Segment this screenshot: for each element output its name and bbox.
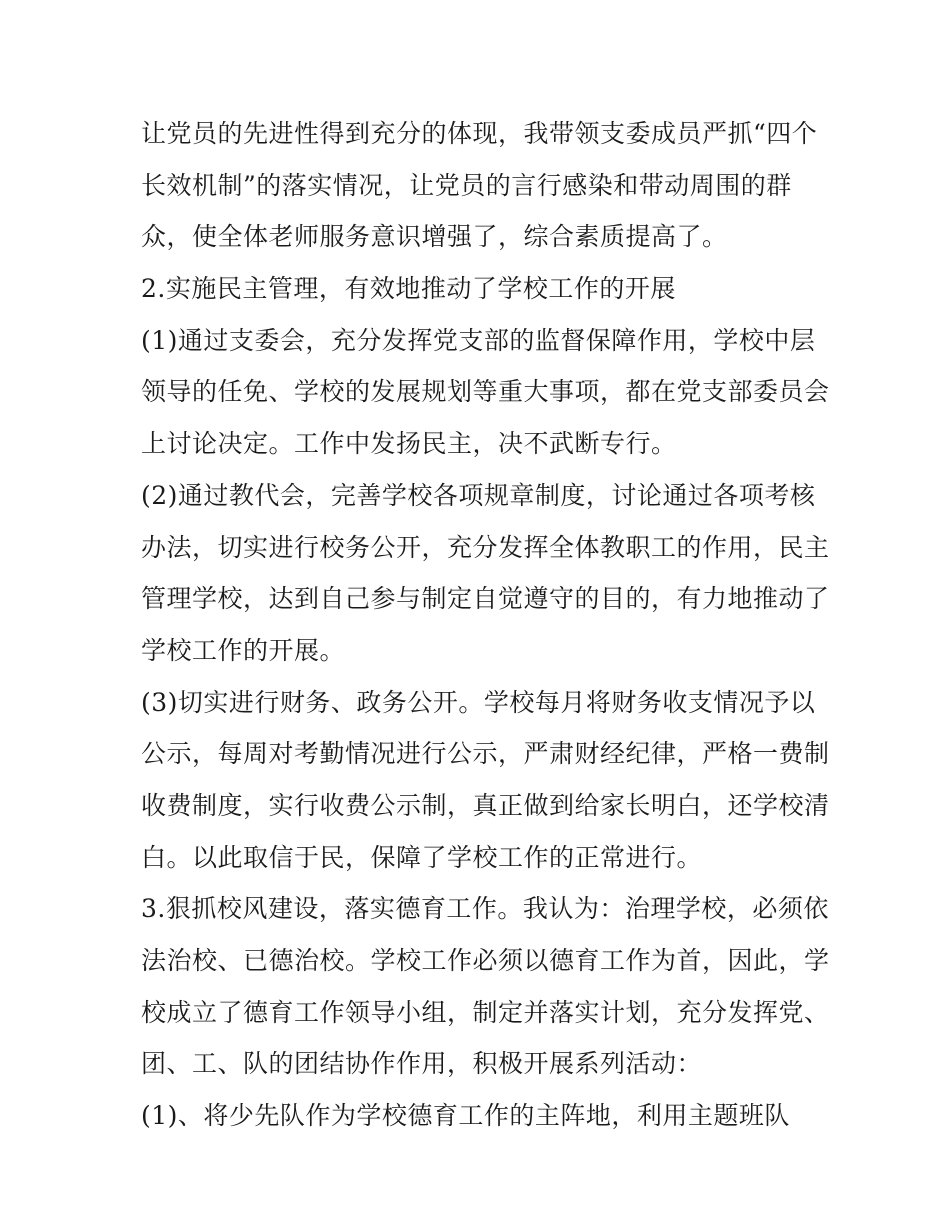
text-line: 管理学校，达到自己参与制定自觉遵守的目的，有力地推动了 xyxy=(141,584,830,614)
text-line: 白。以此取信于民，保障了学校工作的正常进行。 xyxy=(141,842,703,872)
text-line: (2)通过教代会，完善学校各项规章制度，讨论通过各项考核 xyxy=(141,480,816,510)
text-line: 领导的任免、学校的发展规划等重大事项，都在党支部委员会 xyxy=(141,377,830,407)
text-line: (3)切实进行财务、政务公开。学校每月将财务收支情况予以 xyxy=(141,687,816,717)
text-line: 法治校、已德治校。学校工作必须以德育工作为首，因此，学 xyxy=(141,946,830,975)
section-heading: 2.实施民主管理，有效地推动了学校工作的开展 xyxy=(141,274,676,304)
text-line: 公示，每周对考勤情况进行公示，严肃财经纪律，严格一费制 xyxy=(141,739,830,769)
document-body xyxy=(141,108,830,1142)
text-line: 众，使全体老师服务意识增强了，综合素质提高了。 xyxy=(141,222,728,252)
text-line: 收费制度，实行收费公示制，真正做到给家长明白，还学校清 xyxy=(141,790,830,820)
text-line: 让党员的先进性得到充分的体现，我带领支委成员严抓“四个 xyxy=(141,119,818,148)
text-line: (1)通过支委会，充分发挥党支部的监督保障作用，学校中层 xyxy=(141,325,816,355)
text-line: 学校工作的开展。 xyxy=(141,635,346,665)
text-line: 长效机制”的落实情况，让党员的言行感染和带动周围的群 xyxy=(141,170,792,200)
text-line: 校成立了德育工作领导小组，制定并落实计划，充分发挥党、 xyxy=(141,997,830,1027)
text-line: 办法，切实进行校务公开，充分发挥全体教职工的作用，民主 xyxy=(141,532,830,562)
section-heading: 3.狠抓校风建设，落实德育工作。我认为：治理学校，必须依 xyxy=(141,894,829,924)
text-line: 上讨论决定。工作中发扬民主，决不武断专行。 xyxy=(141,429,677,459)
text-line: 团、工、队的团结协作作用，积极开展系列活动： xyxy=(141,1049,703,1079)
text-line: (1)、将少先队作为学校德育工作的主阵地，利用主题班队 xyxy=(141,1101,790,1131)
